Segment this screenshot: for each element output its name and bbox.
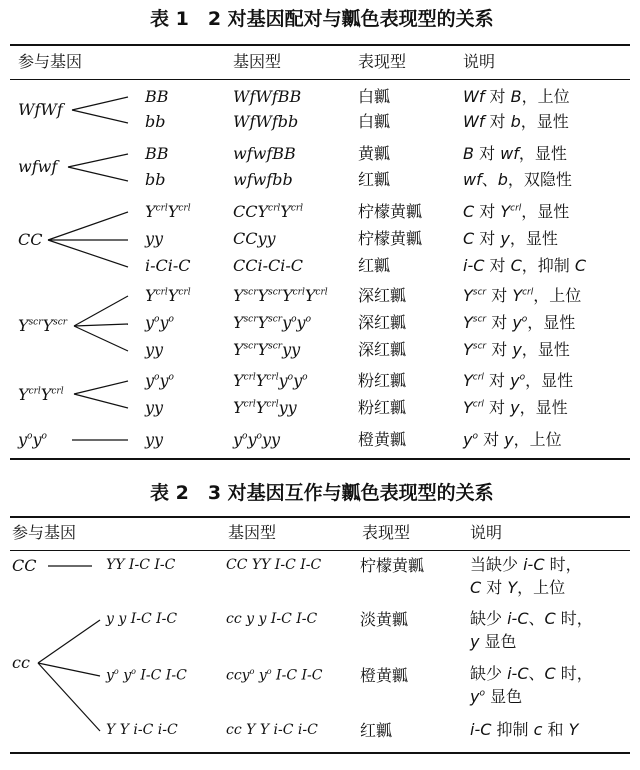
t1-phenotype: 红瓤 bbox=[358, 170, 391, 189]
table1-header-genes: 参与基因 bbox=[18, 52, 83, 71]
table2-header-genes: 参与基因 bbox=[12, 523, 77, 542]
t1-genotype: CCyy bbox=[233, 229, 276, 248]
t1-parent-YscrYscr: $Y^{scr}Y^{scr}$ bbox=[18, 316, 68, 335]
t1-note: C 对 y，显性 bbox=[463, 229, 558, 248]
t1-phenotype: 粉红瓤 bbox=[358, 371, 407, 390]
t2-genotype: cc Y Y i-C i-C bbox=[226, 722, 318, 738]
t2-genotype: ccy$^o$ $y^o$ I-C I-C bbox=[226, 667, 323, 684]
table2-top-rule bbox=[10, 516, 630, 518]
table1-title: 表 1 2 对基因配对与瓤色表现型的关系 bbox=[150, 8, 494, 30]
t1-genotype: $CCY^{crl}Y^{crl}$ bbox=[233, 202, 304, 221]
t2-note: y 显色 bbox=[470, 632, 517, 651]
t1-phenotype: 黄瓤 bbox=[358, 144, 391, 163]
t1-gene: $y^oy^o$ bbox=[145, 313, 174, 332]
t2-note: 缺少 i-C、C 时， bbox=[470, 664, 593, 683]
branch-line bbox=[72, 110, 128, 123]
t2-phenotype: 红瓤 bbox=[360, 721, 393, 740]
table2-title: 表 2 3 对基因互作与瓤色表现型的关系 bbox=[150, 482, 494, 504]
t2-note: C 对 Y，上位 bbox=[470, 578, 566, 597]
t1-genotype: $Y^{scr}Y^{scr}yy$ bbox=[233, 340, 301, 359]
t2-note: $y^o$ 显色 bbox=[470, 687, 523, 706]
t1-phenotype: 粉红瓤 bbox=[358, 398, 407, 417]
t1-genotype: $Y^{crl}Y^{crl}yy$ bbox=[233, 398, 297, 417]
t2-parent-cc: cc bbox=[12, 653, 30, 672]
table2-bottom-rule bbox=[10, 752, 630, 754]
t2-note: 当缺少 i-C 时， bbox=[470, 555, 582, 574]
t1-phenotype: 深红瓤 bbox=[358, 313, 407, 332]
t2-phenotype: 淡黄瓤 bbox=[360, 610, 409, 629]
t1-note: $Y^{crl}$ 对 y，显性 bbox=[463, 398, 568, 417]
t1-phenotype: 白瓤 bbox=[358, 87, 391, 106]
t1-phenotype: 橙黄瓤 bbox=[358, 430, 407, 449]
t2-phenotype: 橙黄瓤 bbox=[360, 666, 409, 685]
t2-gene: Y Y i-C i-C bbox=[106, 722, 178, 738]
t1-phenotype: 深红瓤 bbox=[358, 286, 407, 305]
t2-gene: YY I-C I-C bbox=[106, 557, 176, 573]
branch-line bbox=[48, 212, 128, 240]
t1-genotype: $y^oy^oyy$ bbox=[233, 430, 281, 449]
t1-note: C 对 $Y^{crl}$，显性 bbox=[463, 202, 570, 221]
t1-gene: $Y^{crl}Y^{crl}$ bbox=[145, 286, 191, 305]
t1-phenotype: 柠檬黄瓤 bbox=[358, 229, 423, 248]
t1-genotype: CCi-Ci-C bbox=[233, 256, 304, 275]
t1-gene: yy bbox=[145, 340, 164, 359]
t1-phenotype: 柠檬黄瓤 bbox=[358, 202, 423, 221]
t2-gene: $y^o$ $y^o$ I-C I-C bbox=[106, 667, 187, 684]
t2-gene: y y I-C I-C bbox=[106, 611, 178, 627]
t1-genotype: WfWfBB bbox=[233, 87, 302, 106]
t1-genotype: WfWfbb bbox=[233, 112, 299, 131]
t1-gene: i-Ci-C bbox=[145, 256, 191, 275]
t1-note: Wf 对 b，显性 bbox=[463, 112, 569, 131]
t2-genotype: CC YY I-C I-C bbox=[226, 557, 322, 573]
t1-parent-wfwf: wfwf bbox=[18, 157, 58, 176]
t1-note: $Y^{scr}$ 对 $Y^{crl}$，上位 bbox=[463, 286, 582, 305]
t1-note: wf、b，双隐性 bbox=[463, 170, 572, 189]
branch-line bbox=[48, 240, 128, 267]
t1-genotype: wfwfBB bbox=[233, 144, 296, 163]
branch-line bbox=[74, 381, 128, 394]
t2-note: 缺少 i-C、C 时， bbox=[470, 609, 593, 628]
t1-genotype: $Y^{crl}Y^{crl}y^oy^o$ bbox=[233, 371, 308, 390]
t1-parent-WfWf: WfWf bbox=[18, 100, 63, 119]
branch-line bbox=[68, 167, 128, 181]
t2-note: i-C 抑制 c 和 Y bbox=[470, 720, 579, 739]
t1-phenotype: 深红瓤 bbox=[358, 340, 407, 359]
branch-line bbox=[68, 154, 128, 167]
t1-genotype: $Y^{scr}Y^{scr}y^oy^o$ bbox=[233, 313, 311, 332]
t1-parent-yoyo: $y^oy^o$ bbox=[18, 430, 47, 449]
branch-line bbox=[38, 663, 100, 731]
branch-line bbox=[38, 620, 100, 663]
table1-top-rule bbox=[10, 44, 630, 46]
t2-parent-CC: CC bbox=[12, 556, 37, 575]
branch-line bbox=[74, 296, 128, 326]
t1-note: Wf 对 B，上位 bbox=[463, 87, 570, 106]
t1-parent-YcrlYcrl: $Y^{crl}Y^{crl}$ bbox=[18, 385, 64, 404]
t1-note: i-C 对 C，抑制 C bbox=[463, 256, 587, 275]
t1-gene: bb bbox=[145, 112, 166, 131]
t1-gene: BB bbox=[145, 144, 169, 163]
table1-header-rule bbox=[10, 79, 630, 80]
branch-line bbox=[74, 324, 128, 326]
table2-header-phenotype: 表现型 bbox=[362, 523, 411, 542]
t2-phenotype: 柠檬黄瓤 bbox=[360, 556, 425, 575]
table1-header-phenotype: 表现型 bbox=[358, 52, 407, 71]
t1-gene: $Y^{crl}Y^{crl}$ bbox=[145, 202, 191, 221]
t1-gene: bb bbox=[145, 170, 166, 189]
table2-header-genotype: 基因型 bbox=[228, 523, 277, 542]
t1-note: $y^o$ 对 y，上位 bbox=[463, 430, 562, 449]
t1-phenotype: 红瓤 bbox=[358, 256, 391, 275]
table2-header-rule bbox=[10, 550, 630, 551]
branch-line bbox=[38, 663, 100, 676]
t1-gene: yy bbox=[145, 430, 164, 449]
t1-note: $Y^{crl}$ 对 $y^o$，显性 bbox=[463, 371, 574, 390]
branch-line bbox=[74, 326, 128, 351]
t1-gene: yy bbox=[145, 229, 164, 248]
branch-line bbox=[72, 97, 128, 110]
t1-genotype: wfwfbb bbox=[233, 170, 293, 189]
t1-phenotype: 白瓤 bbox=[358, 112, 391, 131]
table1-header-note: 说明 bbox=[463, 52, 496, 71]
t1-note: $Y^{scr}$ 对 $y^o$，显性 bbox=[463, 313, 576, 332]
t1-gene: yy bbox=[145, 398, 164, 417]
t1-parent-CC: CC bbox=[18, 230, 43, 249]
t1-note: B 对 wf，显性 bbox=[463, 144, 567, 163]
table2-header-note: 说明 bbox=[470, 523, 503, 542]
table1-header-genotype: 基因型 bbox=[233, 52, 282, 71]
t1-gene: $y^oy^o$ bbox=[145, 371, 174, 390]
t1-gene: BB bbox=[145, 87, 169, 106]
table1-bottom-rule bbox=[10, 458, 630, 460]
t2-genotype: cc y y I-C I-C bbox=[226, 611, 318, 627]
t1-note: $Y^{scr}$ 对 y，显性 bbox=[463, 340, 570, 359]
branch-line bbox=[74, 394, 128, 408]
t1-genotype: $Y^{scr}Y^{scr}Y^{crl}Y^{crl}$ bbox=[233, 286, 328, 305]
